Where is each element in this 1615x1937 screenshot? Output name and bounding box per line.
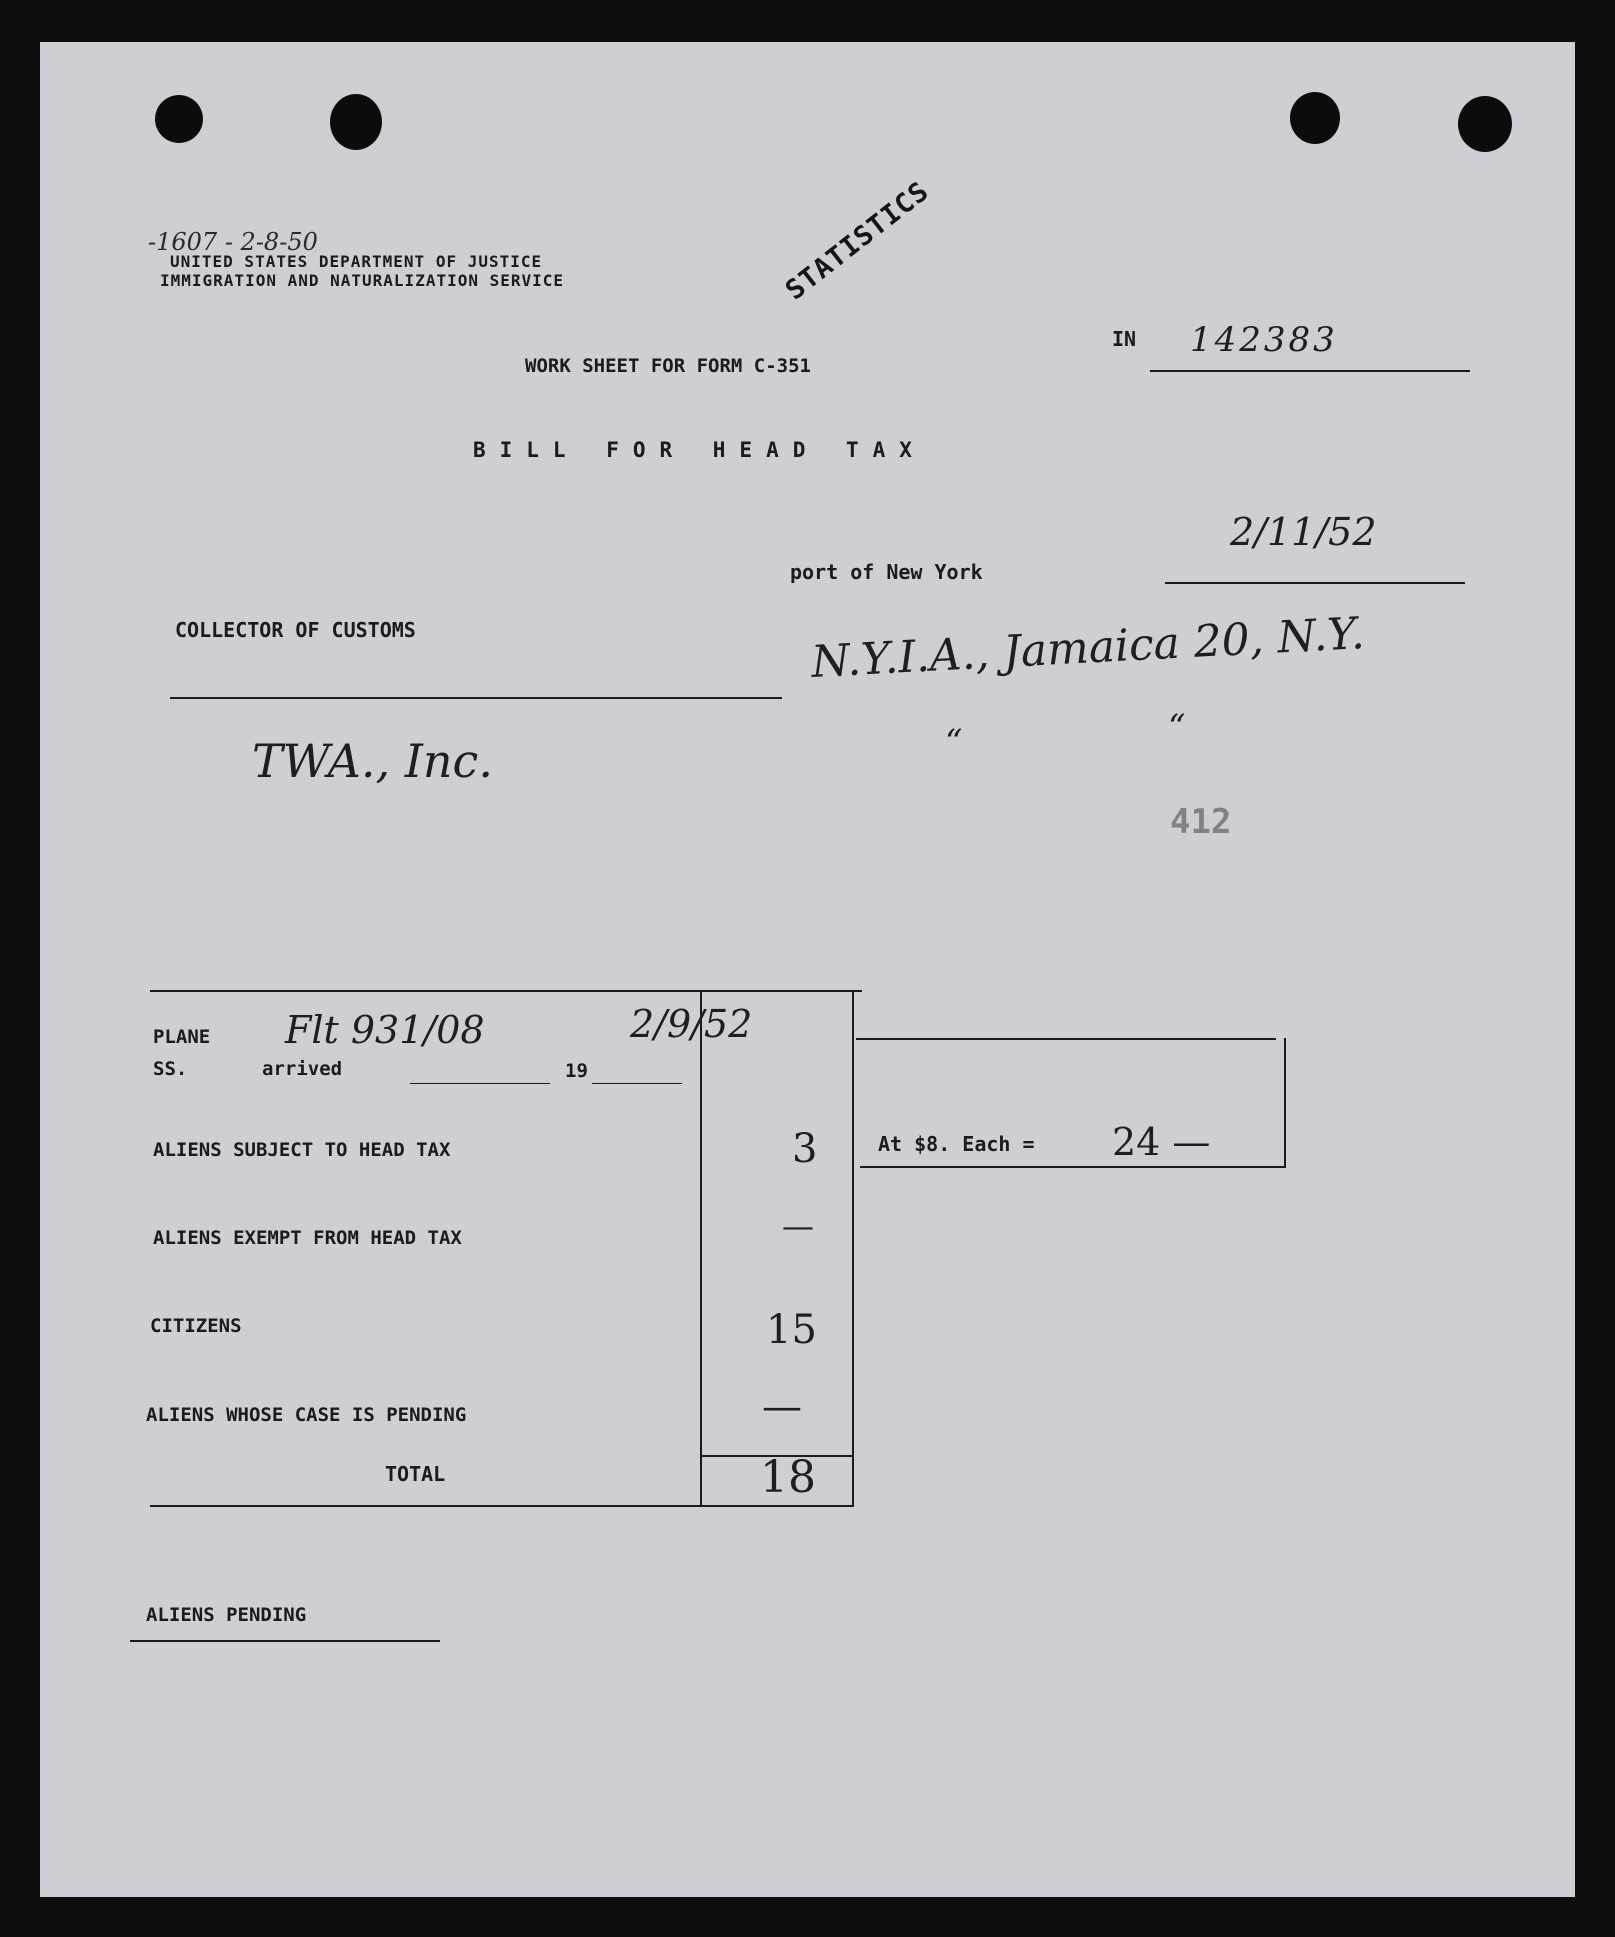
- aliens-subject-value: 3: [792, 1126, 818, 1172]
- ss-label: SS.: [153, 1058, 188, 1080]
- statistics-stamp: STATISTICS: [780, 175, 936, 307]
- form-id: -1607 - 2-8-50: [148, 228, 318, 256]
- rate-box-top: [856, 1038, 1276, 1040]
- punch-hole-1: [155, 95, 203, 143]
- document-page: [40, 42, 1575, 1897]
- worksheet-title: WORK SHEET FOR FORM C-351: [525, 355, 811, 377]
- punch-hole-3: [1290, 92, 1340, 144]
- stamp-number: 412: [1170, 802, 1232, 842]
- flight-handwritten: Flt 931/08: [285, 1008, 485, 1052]
- date-underline: [1165, 582, 1465, 584]
- agency-line-2: IMMIGRATION AND NATURALIZATION SERVICE: [160, 271, 565, 290]
- aliens-subject-label: ALIENS SUBJECT TO HEAD TAX: [153, 1139, 451, 1161]
- total-value: 18: [760, 1452, 816, 1503]
- ditto-mark-2: “: [1168, 707, 1186, 747]
- bill-title: BILL FOR HEAD TAX: [473, 438, 926, 462]
- punch-hole-4: [1458, 96, 1512, 152]
- arrival-date-handwritten: 2/9/52: [630, 1002, 753, 1046]
- rate-total: 24 —: [1112, 1120, 1211, 1164]
- port-label: port of New York: [790, 560, 983, 584]
- total-label: TOTAL: [385, 1462, 446, 1486]
- table-divider: [700, 990, 702, 1505]
- rate-box-right: [1284, 1038, 1286, 1168]
- table-right-border: [852, 990, 854, 1505]
- citizens-label: CITIZENS: [150, 1315, 242, 1337]
- plane-label: PLANE: [153, 1026, 211, 1048]
- aliens-exempt-value: —: [782, 1207, 814, 1245]
- year-blank: [592, 1083, 682, 1084]
- aliens-pending-label: ALIENS PENDING: [146, 1604, 307, 1626]
- location-handwritten: N.Y.I.A., Jamaica 20, N.Y.: [810, 608, 1366, 688]
- in-number-underline: [1150, 370, 1470, 372]
- collector-underline: [170, 697, 782, 699]
- citizens-value: 15: [766, 1307, 817, 1353]
- ditto-mark-1: “: [945, 722, 963, 762]
- aliens-exempt-label: ALIENS EXEMPT FROM HEAD TAX: [153, 1227, 462, 1249]
- in-label: IN: [1112, 327, 1137, 351]
- to-collector: COLLECTOR OF CUSTOMS: [175, 618, 416, 642]
- aliens-pending-case-value: —: [762, 1384, 802, 1430]
- arrived-label: arrived: [262, 1058, 343, 1080]
- aliens-pending-case-label: ALIENS WHOSE CASE IS PENDING: [146, 1404, 467, 1426]
- arrived-blank: [410, 1083, 550, 1084]
- rate-label: At $8. Each =: [878, 1132, 1035, 1156]
- carrier-handwritten: TWA., Inc.: [252, 734, 493, 788]
- in-number: 142383: [1190, 320, 1338, 360]
- punch-hole-2: [330, 94, 382, 150]
- agency-line-1: UNITED STATES DEPARTMENT OF JUSTICE: [170, 252, 543, 271]
- aliens-pending-underline: [130, 1640, 440, 1642]
- year-prefix: 19: [565, 1060, 588, 1082]
- table-bottom-border: [150, 1505, 854, 1507]
- date: 2/11/52: [1230, 510, 1377, 554]
- rate-underline: [860, 1166, 1284, 1168]
- table-top-border: [150, 990, 862, 992]
